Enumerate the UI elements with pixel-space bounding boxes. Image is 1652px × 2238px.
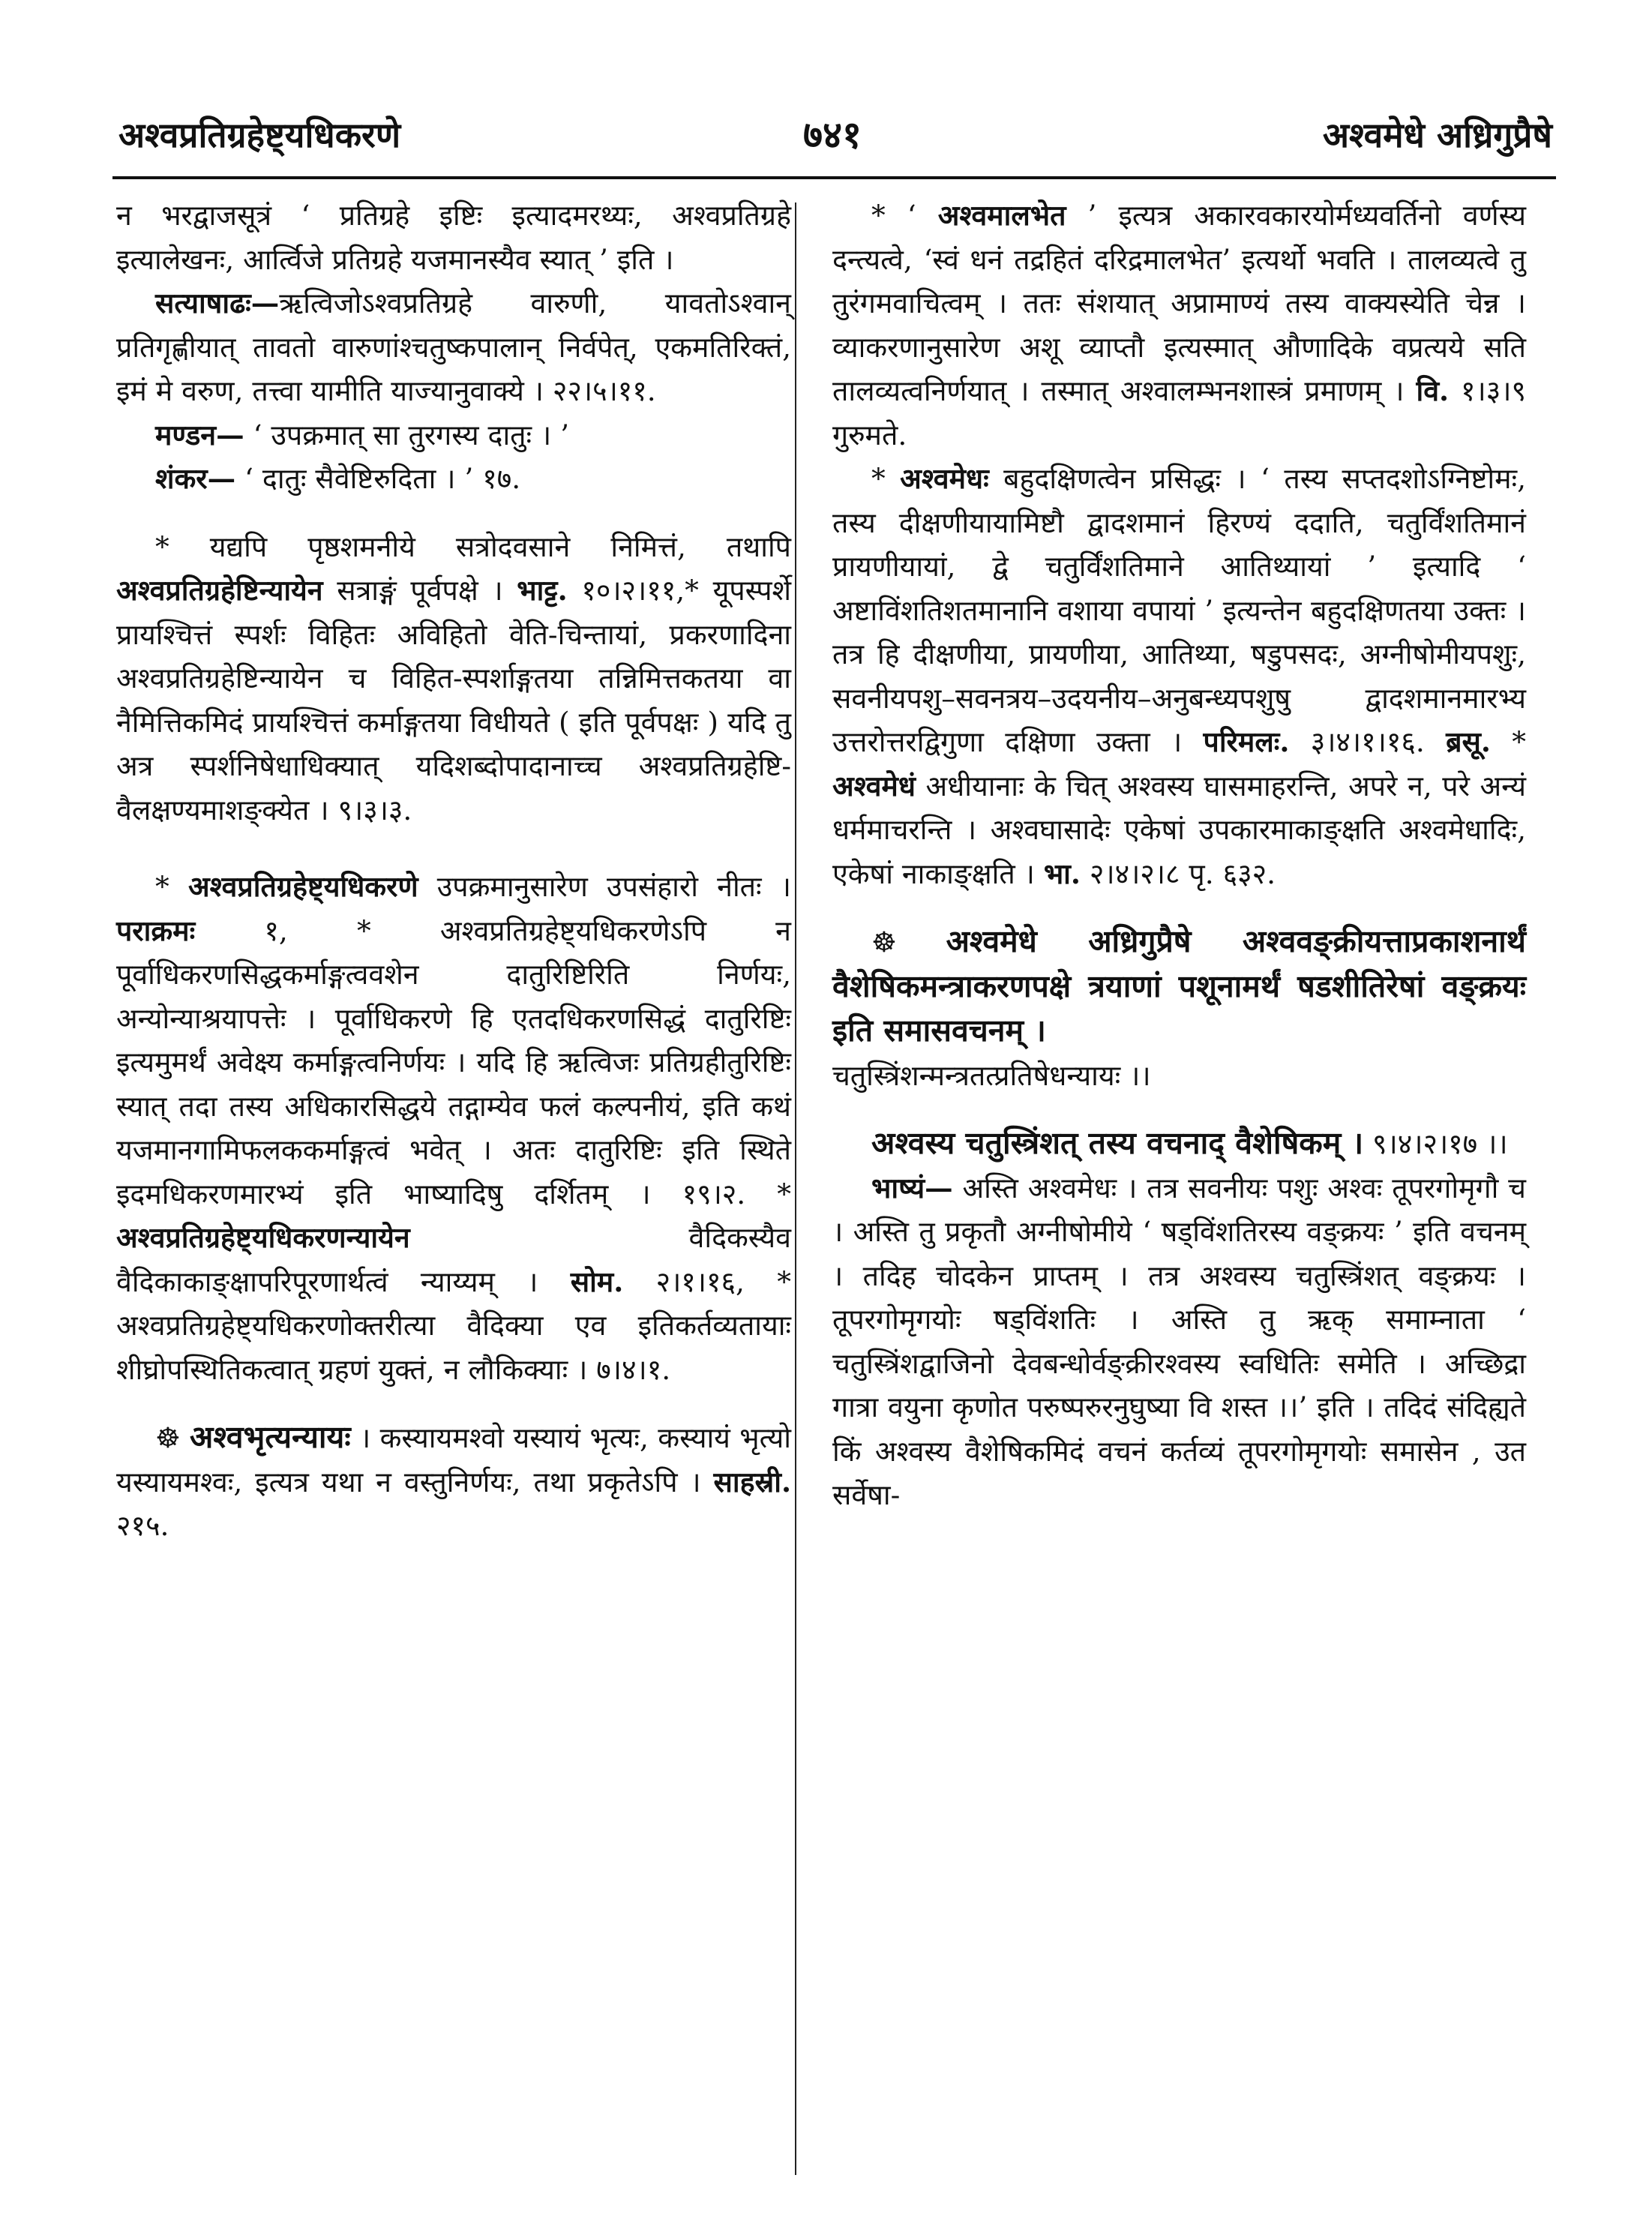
bold-term: पराक्रमः [116,914,196,947]
bold-term: साहस्री. [713,1465,791,1498]
bold-term: ब्रसू. [1446,725,1491,758]
text: १।३।९ गुरुमते. [832,374,1526,452]
text: ऋत्विजोऽश्वप्रतिग्रहे वारुणी, यावतोऽश्वान् प्रतिगृह्णीयात् तावतो वारुणांश्चतुष्कपालान् निर्वपेत्, एकमतिरिक्तं, इमं मे वरुण, तत्त्वा यामीति याज्यानुवाक्ये । २२।५।११. [116,286,791,407]
page-header [112,98,1552,165]
text: ’ इत्यत्र अकारवकारयोर्मध्यवर्तिनो वर्णस्य दन्त्यत्वे, ‘स्वं धनं तद्रहितं दरिद्रमालभेत’ इत्यर्थो भवति । तालव्यत्वे तु तुरंगमवाचित्वम् । ततः संशयात् अप्रामाण्यं तस्य वाक्यस्येति चेन्न । व्याकरणानुसारेण अशू व्याप्तौ इत्यस्मात् औणादिके वप्रत्यये सति तालव्यत्वनिर्णयात् । तस्मात् अश्वालम्भनशास्त्रं प्रमाणम् । [832,199,1526,407]
paragraph [116,457,791,501]
text: १०।२।११,* यूपस्पर्शे प्रायश्चित्तं स्पर्शः विहितः अविहितो वेति-चिन्तायां, प्रकरणादिना अश्वप्रतिग्रहेष्टिन्यायेन च विहित-स्पर्शाङ्गतया तन्निमित्तकतया वा नैमित्तिकमिदं प्रायश्चित्तं कर्माङ्गतया विधीयते ( इति पूर्वपक्षः ) यदि तु अत्र स्पर्शनिषेधाधिक्यात् यदिशब्दोपादानाच्च अश्वप्रतिग्रहेष्टि-वैलक्षण्यमाशङ्क्येत । ९।३।३. [116,574,792,826]
bold-term: भा. [1043,856,1081,890]
bold-heading: अश्वमेधे अध्रिगुप्रैषे अश्ववङ्क्रीयत्ताप्रकाशनार्थं वैशेषिकमन्त्राकरणपक्षे त्रयाणां पशूनामर्थं षडशीतिरेषां वङ्क्रयः इति समासवचनम् । [832,923,1527,1048]
text: ‘ उपक्रमात् सा तुरगस्य दातुः । ’ [244,418,570,452]
bold-term: अश्वप्रतिग्रहेष्ट्यधिकरणे [187,870,418,903]
paragraph [832,1166,1526,1517]
paragraph [832,194,1526,457]
text: सत्राङ्गं पूर्वपक्षे । [322,574,517,607]
bold-term: वि. [1416,374,1450,407]
bold-term: परिमलः. [1203,725,1290,758]
header-rule [112,176,1556,179]
text: बहुदक्षिणत्वेन प्रसिद्धः । ‘ तस्य सप्तदशोऽग्निष्टोमः, तस्य दीक्षणीयायामिष्टौ द्वादशमानं हिरण्यं ददाति, चतुर्विंशतिमानं प्रायणीयायां, द्वे चतुर्विंशतिमाने आतिथ्यायां ’ इत्यादि ‘ अष्टाविंशतिशतमानानि वशाया वपायां ’ इत्यन्तेन बहुदक्षिणतया उक्तः । तत्र हि दीक्षणीया, प्रायणीया, आतिथ्या, षडुपसदः, अग्नीषोमीयपशुः, सवनीयपशु–सवनत्रय–उदयनीय–अनुबन्ध्यपशुषु द्वादशमानमारभ्य उत्तरोत्तरद्विगुणा दक्षिणा उक्ता । [832,462,1526,758]
bold-term: अश्वभृत्यन्यायः [190,1419,351,1455]
page-number: ७४१ [803,112,862,157]
paragraph [832,920,1526,1054]
bold-term: सत्याषाढः— [155,286,280,320]
paragraph [116,413,791,458]
bold-term: भाष्यं— [871,1171,953,1204]
paragraph [116,1415,791,1548]
text: २।४।२।८ पृ. ६३२. [1080,856,1276,890]
paragraph: न भरद्वाजसूत्रं ‘ प्रतिग्रहे इष्टिः इत्यादमरथ्यः, अश्वप्रतिग्रहे इत्यालेखनः, आर्त्विजे प्रतिग्रहे यजमानस्यैव स्यात् ’ इति । [116,199,791,276]
text: * [155,870,188,903]
paragraph [116,525,791,832]
text: * यद्यपि पृष्ठशमनीये सत्रोदवसाने निमित्तं, तथापि [155,530,791,563]
bold-term: अश्वमेधं [832,769,916,802]
sutra-reference: ९।४।२।१७ ।। [1363,1127,1508,1160]
text: उपक्रमानुसारेण उपसंहारो नीतः । [418,870,792,903]
bold-term: मण्डन— [155,418,244,452]
paragraph [832,1121,1526,1166]
bold-term: शंकर— [155,462,236,495]
bold-term: अश्वमालभेत [937,199,1066,232]
text: । कस्यायमश्वो यस्यायं भृत्यः, कस्यायं भृत्यो यस्यायमश्वः, इत्यत्र यथा न वस्तुनिर्णयः, तथा प्रकृतेऽपि । [116,1421,791,1498]
text: १, * अश्वप्रतिग्रहेष्ट्यधिकरणेऽपि न पूर्वाधिकरणसिद्धकर्माङ्गत्ववशेन दातुरिष्टिरिति निर्णयः, अन्योन्याश्रयापत्तेः । पूर्वाधिकरणे हि एतदधिकरणसिद्धं दातुरिष्टिः इत्यमुमर्थं अवेक्ष्य कर्माङ्गत्वनिर्णयः । यदि हि ऋत्विजः प्रतिग्रहीतुरिष्टिः स्यात् तदा तस्य अधिकारसिद्धये तद्गाम्येव फलं कल्पनीयं, इति कथं यजमानगामिफलककर्माङ्गत्वं भवेत् । अतः दातुरिष्टिः इति स्थिते इदमधिकरणमारभ्यं इति भाष्यादिषु दर्शितम् । १९।२. * [116,914,791,1210]
paragraph [116,865,791,1391]
paragraph [832,457,1526,896]
text: ‘ दातुः सैवेष्टिरुदिता । ’ १७. [235,462,521,495]
nyaya-icon: ☸ [155,1421,190,1454]
text: * ‘ [871,199,938,232]
bold-term: अश्वमेधः [900,462,989,495]
paragraph: चतुस्त्रिंशन्मन्त्रतत्प्रतिषेधन्यायः ।। [832,1058,1151,1092]
text: * [871,462,901,495]
nyaya-icon: ☸ [871,926,946,958]
column-divider [795,202,796,2175]
text: ३।४।१।१६. [1289,725,1447,758]
bold-term: सोम. [570,1264,624,1298]
text: अधीयानाः के चित् अश्वस्य घासमाहरन्ति, अपरे न, परे अन्यं धर्ममाचरन्ति । अश्वघासादेः एकेषां उपकारमाकाङ्क्षति अश्वमेधादिः, एकेषां नाकाङ्क्षति । [832,769,1526,890]
bold-term: अश्वप्रतिग्रहेष्टिन्यायेन [116,574,323,607]
paragraph [116,281,791,413]
bold-term: भाट्ट. [517,574,568,607]
running-head-right: अश्वमेधे अध्रिगुप्रैषे [1322,115,1552,155]
text: * [1490,725,1526,758]
sutra-heading: अश्वस्य चतुस्त्रिंशत् तस्य वचनाद् वैशेषिकम् । [871,1125,1364,1161]
text: वैदिकस्यैव वैदिकाकाङ्क्षापरिपूरणार्थत्वं न्याय्यम् । [116,1221,791,1298]
text: २।१।१६, * अश्वप्रतिग्रहेष्ट्यधिकरणोक्तरीत्या वैदिक्या एव इतिकर्तव्यतायाः शीघ्रोपस्थितिकत्वात् ग्रहणं युक्तं, न लौकिक्याः । ७।४।१. [116,1264,791,1386]
text: २१५. [116,1509,169,1542]
right-column [832,194,1526,1517]
left-column [116,194,791,1548]
text: अस्ति अश्वमेधः । तत्र सवनीयः पशुः अश्वः तूपरगोमृगौ च । अस्ति तु प्रकृतौ अग्नीषोमीये ‘ षड्विंशतिरस्य वङ्क्रयः ’ इति वचनम् । तदिह चोदकेन प्राप्तम् । तत्र अश्वस्य चतुस्त्रिंशत् वङ्क्रयः । तूपरगोमृगयोः षड्विंशतिः । अस्ति तु ऋक् समाम्नाता ‘ चतुस्त्रिंशद्वाजिनो देवबन्धोर्वङ्क्रीरश्वस्य स्वधितिः समेति । अच्छिद्रा गात्रा वयुना कृणोत परुष्परुरनुघुष्या वि शस्त ।।’ इति । तदिदं संदिह्यते किं अश्वस्य वैशेषिकमिदं वचनं कर्तव्यं तूपरगोमृगयोः समासेन , उत सर्वेषा- [832,1171,1526,1511]
bold-term: अश्वप्रतिग्रहेष्ट्यधिकरणन्यायेन [116,1221,410,1254]
running-head-left: अश्वप्रतिग्रहेष्ट्यधिकरणे [118,115,401,155]
